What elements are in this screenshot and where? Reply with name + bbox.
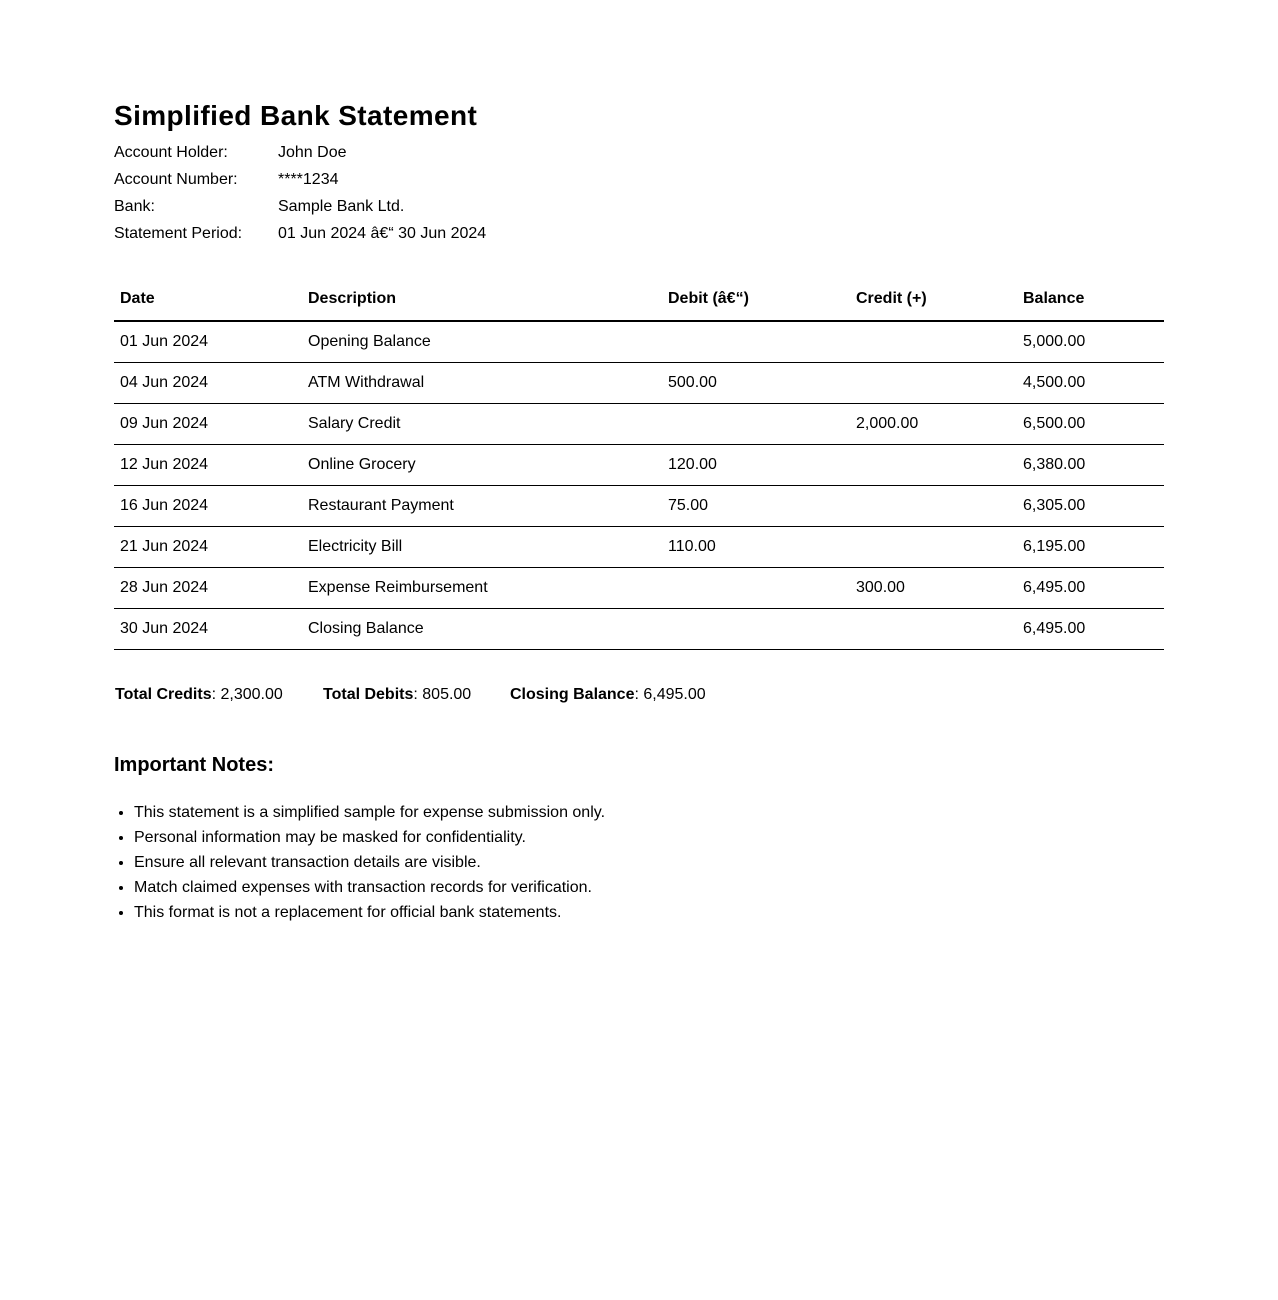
account-info xyxy=(114,142,486,250)
cell-balance: 5,000.00 xyxy=(1017,321,1164,363)
table-row xyxy=(114,568,1164,609)
closing-balance-value: : 6,495.00 xyxy=(634,686,706,703)
cell-debit: 75.00 xyxy=(662,486,850,527)
cell-date: 30 Jun 2024 xyxy=(114,609,302,650)
cell-credit xyxy=(850,363,1017,404)
statement-period-label: Statement Period: xyxy=(114,225,243,242)
cell-debit: 500.00 xyxy=(662,363,850,404)
column-header-date: Date xyxy=(114,278,302,321)
cell-date: 21 Jun 2024 xyxy=(114,527,302,568)
bank-label: Bank: xyxy=(114,198,155,215)
table-row xyxy=(114,321,1164,363)
list-item: • This statement is a simplified sample for expense submission only. xyxy=(134,800,605,825)
total-debits xyxy=(323,686,510,704)
statement-period-value: 01 Jun 2024 â€“ 30 Jun 2024 xyxy=(278,225,487,242)
table-header-row xyxy=(114,278,1164,321)
bank-value: Sample Bank Ltd. xyxy=(278,198,405,215)
closing-balance-label: Closing Balance xyxy=(510,686,635,703)
cell-debit: 120.00 xyxy=(662,445,850,486)
list-item: • Ensure all relevant transaction details are visible. xyxy=(134,850,605,875)
account-number-value: ****1234 xyxy=(278,171,339,188)
account-number-row xyxy=(114,169,486,196)
cell-debit: 110.00 xyxy=(662,527,850,568)
table-row xyxy=(114,486,1164,527)
cell-balance: 6,495.00 xyxy=(1017,568,1164,609)
total-debits-value: : 805.00 xyxy=(413,686,472,703)
cell-date: 12 Jun 2024 xyxy=(114,445,302,486)
cell-date: 01 Jun 2024 xyxy=(114,321,302,363)
cell-description: Restaurant Payment xyxy=(302,486,662,527)
table-row xyxy=(114,527,1164,568)
account-holder-row xyxy=(114,142,486,169)
bank-row xyxy=(114,196,486,223)
notes-list xyxy=(114,800,605,925)
cell-balance: 6,380.00 xyxy=(1017,445,1164,486)
cell-description: Online Grocery xyxy=(302,445,662,486)
cell-balance: 6,305.00 xyxy=(1017,486,1164,527)
cell-credit xyxy=(850,321,1017,363)
cell-description: ATM Withdrawal xyxy=(302,363,662,404)
column-header-credit: Credit (+) xyxy=(850,278,1017,321)
column-header-debit: Debit (â€“) xyxy=(662,278,850,321)
cell-credit: 300.00 xyxy=(850,568,1017,609)
cell-date: 28 Jun 2024 xyxy=(114,568,302,609)
cell-balance: 6,500.00 xyxy=(1017,404,1164,445)
total-credits-label: Total Credits xyxy=(115,686,212,703)
cell-description: Electricity Bill xyxy=(302,527,662,568)
table-row xyxy=(114,404,1164,445)
cell-balance: 6,195.00 xyxy=(1017,527,1164,568)
list-item: • Personal information may be masked for confidentiality. xyxy=(134,825,605,850)
cell-credit xyxy=(850,445,1017,486)
list-item: • Match claimed expenses with transaction records for verification. xyxy=(134,875,605,900)
total-credits xyxy=(115,686,323,704)
column-header-balance: Balance xyxy=(1017,278,1164,321)
cell-date: 16 Jun 2024 xyxy=(114,486,302,527)
cell-description: Opening Balance xyxy=(302,321,662,363)
totals-summary xyxy=(115,686,706,704)
cell-balance: 4,500.00 xyxy=(1017,363,1164,404)
table-row xyxy=(114,445,1164,486)
table-row xyxy=(114,363,1164,404)
cell-credit xyxy=(850,486,1017,527)
notes-title: Important Notes: xyxy=(114,754,274,776)
cell-debit xyxy=(662,321,850,363)
cell-balance: 6,495.00 xyxy=(1017,609,1164,650)
table-row xyxy=(114,609,1164,650)
cell-debit xyxy=(662,568,850,609)
transactions-table xyxy=(114,278,1164,650)
closing-balance xyxy=(510,686,706,704)
cell-date: 09 Jun 2024 xyxy=(114,404,302,445)
total-debits-label: Total Debits xyxy=(323,686,414,703)
cell-credit: 2,000.00 xyxy=(850,404,1017,445)
total-credits-value: : 2,300.00 xyxy=(211,686,283,703)
cell-credit xyxy=(850,527,1017,568)
cell-description: Expense Reimbursement xyxy=(302,568,662,609)
cell-date: 04 Jun 2024 xyxy=(114,363,302,404)
cell-description: Closing Balance xyxy=(302,609,662,650)
column-header-description: Description xyxy=(302,278,662,321)
cell-debit xyxy=(662,609,850,650)
account-holder-label: Account Holder: xyxy=(114,144,228,161)
account-holder-value: John Doe xyxy=(278,144,347,161)
list-item: • This format is not a replacement for official bank statements. xyxy=(134,900,605,925)
page-title: Simplified Bank Statement xyxy=(114,100,478,131)
cell-description: Salary Credit xyxy=(302,404,662,445)
statement-period-row xyxy=(114,223,486,250)
cell-credit xyxy=(850,609,1017,650)
account-number-label: Account Number: xyxy=(114,171,238,188)
cell-debit xyxy=(662,404,850,445)
